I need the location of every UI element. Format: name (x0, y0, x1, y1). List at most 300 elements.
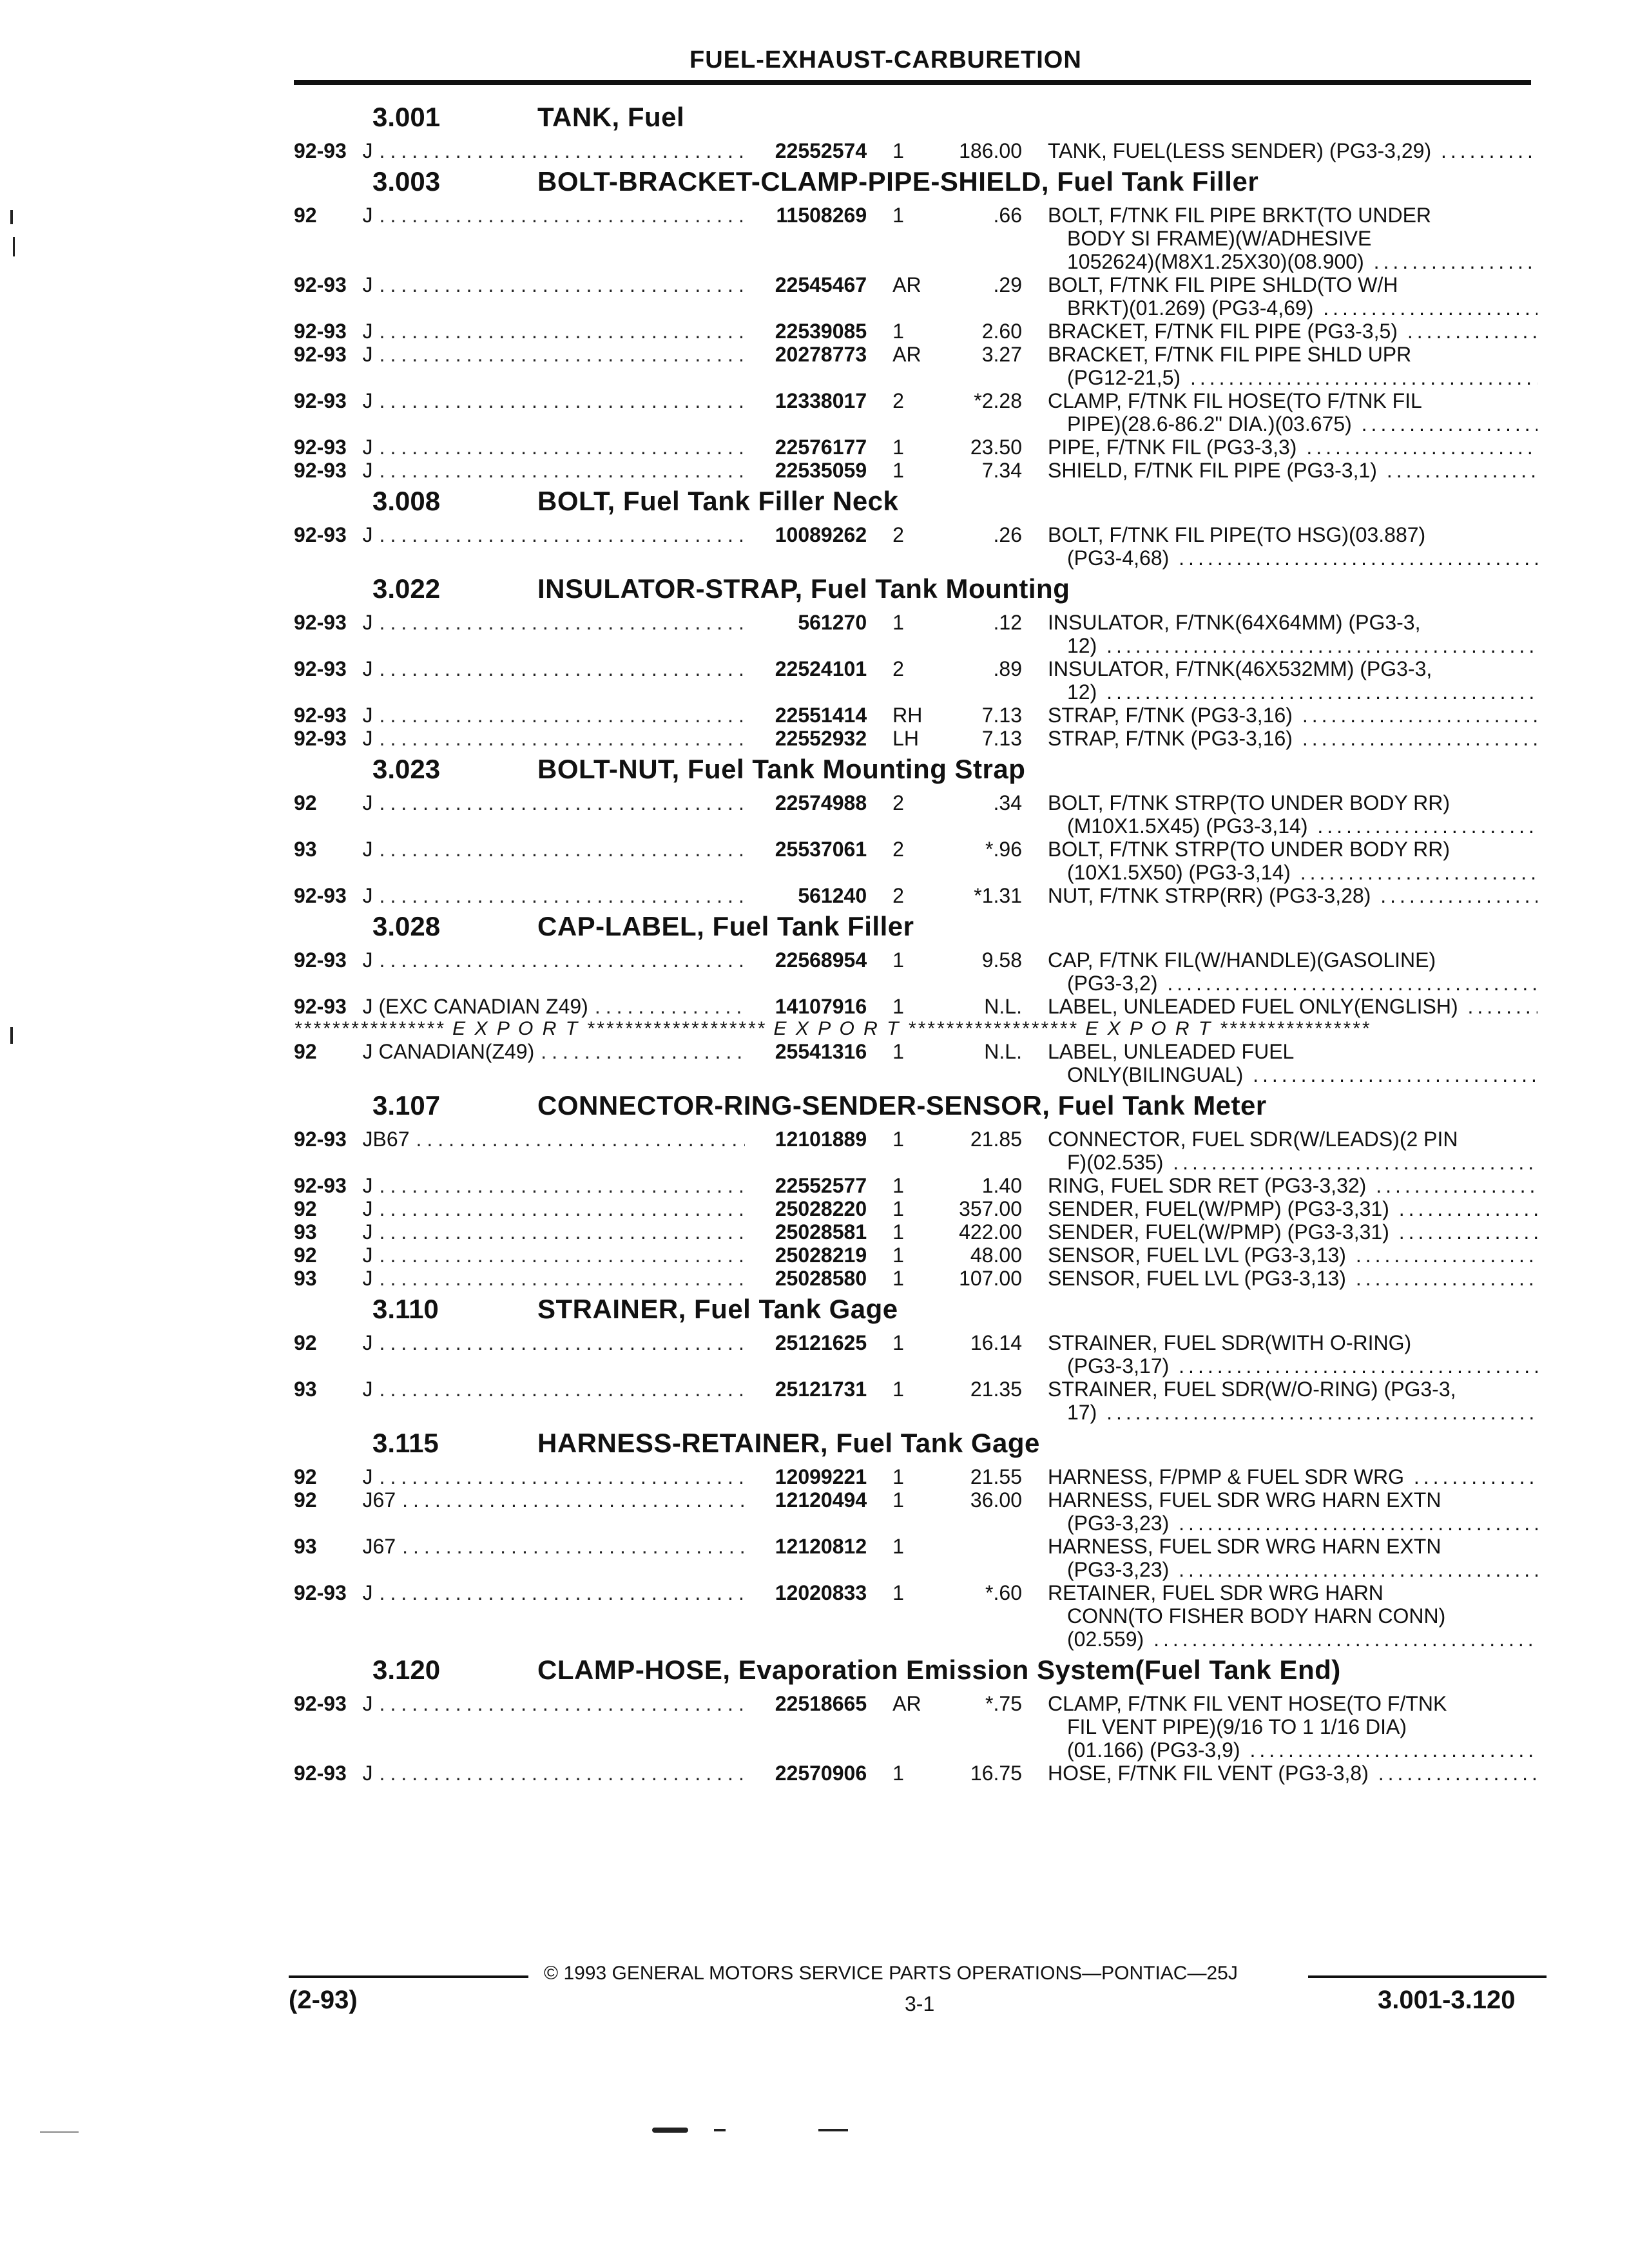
part-row (294, 948, 1537, 995)
quantity: 1 (892, 1128, 904, 1151)
quantity: RH (892, 704, 923, 727)
part-row (294, 1128, 1537, 1174)
model-code: J (362, 1692, 373, 1715)
part-number: 22568954 (775, 948, 867, 972)
price: 357.00 (959, 1197, 1022, 1220)
description (1048, 1331, 1537, 1378)
part-row (294, 1220, 1537, 1244)
model-cell (363, 389, 746, 412)
description-line: BOLT, F/TNK FIL PIPE SHLD(TO W/H (1047, 273, 1398, 296)
section-number: 3.001 (372, 102, 441, 132)
quantity: 1 (892, 1040, 904, 1063)
price: *2.28 (974, 389, 1022, 412)
price: 36.00 (970, 1488, 1022, 1512)
description (1048, 1692, 1537, 1762)
quantity: 1 (892, 204, 904, 227)
description-line: BODY SI FRAME)(W/ADHESIVE (1066, 227, 1372, 250)
model-cell (363, 791, 746, 814)
model-cell (363, 1535, 746, 1558)
page-title: FUEL-EXHAUST-CARBURETION (689, 46, 1082, 73)
description-line: HARNESS, FUEL SDR WRG HARN EXTN (1047, 1488, 1441, 1512)
description-line: STRAP, F/TNK (PG3-3,16) ..... (1048, 704, 1537, 727)
description-line: STRAP, F/TNK (PG3-3,16) ..... (1048, 727, 1537, 750)
part-number: 12020833 (775, 1581, 867, 1604)
dot-leader (380, 657, 746, 680)
description (1048, 1488, 1537, 1535)
model-code: J (362, 884, 373, 907)
part-row (294, 1535, 1537, 1581)
description-line: (M10X1.5X45) (PG3-3,14) ..... (1048, 814, 1537, 838)
description (1048, 139, 1537, 162)
price: 7.34 (981, 459, 1022, 482)
part-number: 12338017 (775, 389, 867, 412)
quantity: 1 (892, 459, 904, 482)
model-year: 92 (294, 1244, 317, 1267)
scan-artifact (818, 2129, 848, 2131)
scan-artifact (10, 210, 13, 224)
model-year: 92-93 (294, 948, 347, 972)
description-line: CAP, F/TNK FIL(W/HANDLE)(GASOLINE) (1047, 948, 1436, 972)
description-line: ONLY(BILINGUAL) ..... (1048, 1063, 1537, 1086)
description-line: BOLT, F/TNK FIL PIPE(TO HSG)(03.887) (1047, 523, 1426, 546)
quantity: 2 (892, 838, 904, 861)
description (1048, 1197, 1537, 1220)
model-code: J (362, 389, 373, 412)
description-line: BOLT, F/TNK STRP(TO UNDER BODY RR) (1047, 838, 1451, 861)
model-code: J67 (362, 1535, 396, 1558)
section-number: 3.008 (372, 486, 441, 516)
part-row (294, 1040, 1537, 1086)
section-heading (294, 1294, 1537, 1331)
model-cell (363, 139, 746, 162)
model-code: J (362, 343, 373, 366)
model-year: 92-93 (294, 320, 347, 343)
price: *1.31 (974, 884, 1022, 907)
description (1048, 611, 1537, 657)
quantity: 1 (892, 436, 904, 459)
description-line: CONN(TO FISHER BODY HARN CONN) (1066, 1604, 1446, 1628)
model-year: 92-93 (294, 1762, 347, 1785)
model-code: J (362, 436, 373, 459)
part-row (294, 657, 1537, 704)
model-cell (363, 204, 746, 227)
part-number: 10089262 (775, 523, 867, 546)
section-title: INSULATOR-STRAP, Fuel Tank Mounting (537, 573, 1070, 604)
quantity: 1 (892, 1378, 904, 1401)
description (1048, 727, 1537, 750)
description (1048, 273, 1537, 320)
quantity: 1 (892, 1535, 904, 1558)
part-number: 25541316 (775, 1040, 867, 1063)
dot-leader (380, 948, 746, 972)
description-line: BOLT, F/TNK STRP(TO UNDER BODY RR) (1047, 791, 1451, 814)
description-line: SENSOR, FUEL LVL (PG3-3,13) ..... (1048, 1267, 1537, 1290)
dot-leader (402, 1535, 745, 1558)
part-row (294, 1692, 1537, 1762)
model-cell (363, 1174, 746, 1197)
price: 2.60 (981, 320, 1022, 343)
dot-leader (541, 1040, 745, 1063)
model-cell (363, 1331, 746, 1354)
description-line: (10X1.5X50) (PG3-3,14) ..... (1048, 861, 1537, 884)
part-row (294, 1331, 1537, 1378)
model-code: J (362, 320, 373, 343)
dot-leader (380, 1267, 746, 1290)
price: .26 (993, 523, 1022, 546)
dot-leader (380, 791, 746, 814)
price: .89 (993, 657, 1022, 680)
section-heading (294, 102, 1537, 139)
price: *.96 (985, 838, 1022, 861)
dot-leader (595, 995, 746, 1018)
model-cell (363, 320, 746, 343)
part-number: 22576177 (775, 436, 867, 459)
model-cell (363, 1220, 746, 1244)
part-row (294, 611, 1537, 657)
dot-leader (380, 1220, 746, 1244)
description-line: PIPE)(28.6-86.2" DIA.)(03.675) ..... (1048, 412, 1537, 436)
description-line: SENSOR, FUEL LVL (PG3-3,13) ..... (1048, 1244, 1537, 1267)
description-line: BRKT)(01.269) (PG3-4,69) ..... (1048, 296, 1537, 320)
description-line: RETAINER, FUEL SDR WRG HARN (1047, 1581, 1383, 1604)
part-row (294, 343, 1537, 389)
model-year: 92 (294, 1488, 317, 1512)
model-cell (363, 995, 746, 1018)
model-cell (363, 1197, 746, 1220)
dot-leader (380, 139, 746, 162)
description (1048, 1128, 1537, 1174)
section-heading (294, 1090, 1537, 1128)
price: 186.00 (959, 139, 1022, 162)
model-code: J (362, 611, 373, 634)
part-number: 12099221 (775, 1465, 867, 1488)
section-heading (294, 166, 1537, 204)
quantity: 1 (892, 1762, 904, 1785)
model-cell (363, 1762, 746, 1785)
section-heading (294, 486, 1537, 523)
dot-leader (416, 1128, 745, 1151)
model-code: J (362, 704, 373, 727)
scan-artifact (10, 1027, 13, 1044)
description-line: STRAINER, FUEL SDR(WITH O-RING) (1047, 1331, 1412, 1354)
description-line: F)(02.535) ..... (1048, 1151, 1537, 1174)
description (1048, 459, 1537, 482)
section-number: 3.120 (372, 1655, 441, 1685)
model-code: J (362, 1174, 373, 1197)
description (1048, 1535, 1537, 1581)
dot-leader (380, 1331, 746, 1354)
model-code: J (362, 948, 373, 972)
part-row (294, 1762, 1537, 1785)
description (1048, 704, 1537, 727)
section-number: 3.023 (372, 754, 441, 784)
part-row (294, 884, 1537, 907)
model-cell (363, 948, 746, 972)
part-row (294, 139, 1537, 162)
part-row (294, 459, 1537, 482)
part-number: 20278773 (775, 343, 867, 366)
price: 9.58 (981, 948, 1022, 972)
export-separator: **************** E X P O R T ******************* E X P O R T ****************** E X P O R T **************** (294, 1018, 1371, 1039)
model-year: 92-93 (294, 611, 347, 634)
footer-rule-left (289, 1975, 528, 1978)
dot-leader (380, 1465, 746, 1488)
description (1048, 1220, 1537, 1244)
section-number: 3.028 (372, 911, 441, 941)
quantity: 1 (892, 611, 904, 634)
description-line: HARNESS, FUEL SDR WRG HARN EXTN (1047, 1535, 1441, 1558)
model-code: J (362, 1244, 373, 1267)
section-number: 3.022 (372, 573, 441, 604)
description-line: INSULATOR, F/TNK(46X532MM) (PG3-3, (1047, 657, 1432, 680)
part-row (294, 791, 1537, 838)
dot-leader (380, 727, 746, 750)
section-heading (294, 911, 1537, 948)
model-year: 92-93 (294, 1581, 347, 1604)
dot-leader (380, 523, 746, 546)
dot-leader (380, 1197, 746, 1220)
description-line: BRACKET, F/TNK FIL PIPE (PG3-3,5) ..... (1048, 320, 1537, 343)
part-row (294, 1197, 1537, 1220)
description-line: 1052624)(M8X1.25X30)(08.900) ..... (1048, 250, 1537, 273)
section-title: TANK, Fuel (537, 102, 685, 132)
price: 21.35 (970, 1378, 1022, 1401)
price: .29 (993, 273, 1022, 296)
description (1048, 1040, 1537, 1086)
model-code: J (362, 1378, 373, 1401)
model-year: 92-93 (294, 459, 347, 482)
part-number: 22535059 (775, 459, 867, 482)
quantity: 1 (892, 1465, 904, 1488)
description-line: SENDER, FUEL(W/PMP) (PG3-3,31) ..... (1048, 1220, 1537, 1244)
dot-leader (380, 389, 746, 412)
description (1048, 1174, 1537, 1197)
part-row (294, 204, 1537, 273)
part-number: 25028220 (775, 1197, 867, 1220)
price: 7.13 (981, 727, 1022, 750)
description-line: (PG3-3,2) ..... (1048, 972, 1537, 995)
section-heading (294, 754, 1537, 791)
description-line: 12) ..... (1048, 634, 1537, 657)
model-year: 92-93 (294, 436, 347, 459)
section-number: 3.110 (372, 1294, 439, 1324)
description-line: STRAINER, FUEL SDR(W/O-RING) (PG3-3, (1047, 1378, 1456, 1401)
dot-leader (380, 1244, 746, 1267)
model-year: 93 (294, 1220, 317, 1244)
model-code: J67 (362, 1488, 396, 1512)
model-year: 92-93 (294, 704, 347, 727)
part-number: 25028581 (775, 1220, 867, 1244)
description-line: 12) ..... (1048, 680, 1537, 704)
model-year: 92-93 (294, 139, 347, 162)
quantity: 1 (892, 995, 904, 1018)
model-code: J (EXC CANADIAN Z49) (362, 995, 588, 1018)
part-number: 22518665 (775, 1692, 867, 1715)
description-line: INSULATOR, F/TNK(64X64MM) (PG3-3, (1047, 611, 1421, 634)
model-cell (363, 1267, 746, 1290)
description (1048, 204, 1537, 273)
quantity: LH (892, 727, 920, 750)
model-year: 92 (294, 1040, 317, 1063)
footer-copyright: © 1993 GENERAL MOTORS SERVICE PARTS OPERATIONS—PONTIAC—25J (544, 1963, 1238, 1984)
section-number: 3.115 (372, 1428, 439, 1458)
part-row (294, 1378, 1537, 1424)
description-line: PIPE, F/TNK FIL (PG3-3,3) ..... (1048, 436, 1537, 459)
quantity: 1 (892, 1220, 904, 1244)
description-line: (01.166) (PG3-3,9) ..... (1048, 1738, 1537, 1762)
model-cell (363, 343, 746, 366)
part-number: 22551414 (775, 704, 867, 727)
description-line: HOSE, F/TNK FIL VENT (PG3-3,8) ..... (1048, 1762, 1537, 1785)
model-cell (363, 1244, 746, 1267)
description (1048, 1581, 1537, 1651)
part-number: 22552574 (775, 139, 867, 162)
description (1048, 791, 1537, 838)
description (1048, 1465, 1537, 1488)
model-year: 92-93 (294, 1174, 347, 1197)
dot-leader (380, 704, 746, 727)
model-cell (363, 1378, 746, 1401)
part-number: 14107916 (775, 995, 867, 1018)
footer-rule-right (1308, 1975, 1547, 1978)
quantity: 1 (892, 948, 904, 972)
model-cell (363, 1581, 746, 1604)
model-cell (363, 1040, 746, 1063)
part-number: 22539085 (775, 320, 867, 343)
model-year: 92-93 (294, 727, 347, 750)
model-code: J (362, 838, 373, 861)
description-line: BRACKET, F/TNK FIL PIPE SHLD UPR (1047, 343, 1412, 366)
description (1048, 995, 1537, 1018)
part-row (294, 1267, 1537, 1290)
part-number: 25121731 (775, 1378, 867, 1401)
model-cell (363, 523, 746, 546)
section-title: BOLT-NUT, Fuel Tank Mounting Strap (537, 754, 1026, 784)
model-cell (363, 704, 746, 727)
part-number: 25537061 (775, 838, 867, 861)
model-code: J (362, 204, 373, 227)
model-year: 93 (294, 838, 317, 861)
price: N.L. (984, 1040, 1022, 1063)
description-line: CLAMP, F/TNK FIL HOSE(TO F/TNK FIL (1047, 389, 1422, 412)
section-heading (294, 1655, 1537, 1692)
quantity: 1 (892, 1197, 904, 1220)
section-title: CAP-LABEL, Fuel Tank Filler (537, 911, 914, 941)
price: 107.00 (959, 1267, 1022, 1290)
model-cell (363, 727, 746, 750)
dot-leader (380, 436, 746, 459)
description-line: (PG3-4,68) ..... (1048, 546, 1537, 570)
quantity: 2 (892, 884, 904, 907)
description-line: (PG3-3,23) ..... (1048, 1512, 1537, 1535)
model-cell (363, 436, 746, 459)
dot-leader (380, 1174, 746, 1197)
dot-leader (380, 838, 746, 861)
price: .66 (993, 204, 1022, 227)
part-row (294, 1174, 1537, 1197)
part-number: 22552932 (775, 727, 867, 750)
price: 3.27 (981, 343, 1022, 366)
parts-list (294, 98, 1537, 1785)
quantity: 1 (892, 139, 904, 162)
description-line: TANK, FUEL(LESS SENDER) (PG3-3,29) ..... (1048, 139, 1537, 162)
description (1048, 838, 1537, 884)
section-heading (294, 1428, 1537, 1465)
description-line: (02.559) ..... (1048, 1628, 1537, 1651)
header-rule (294, 80, 1531, 85)
price: *.60 (985, 1581, 1022, 1604)
quantity: 2 (892, 657, 904, 680)
part-row (294, 273, 1537, 320)
price: 16.14 (970, 1331, 1022, 1354)
quantity: 1 (892, 1244, 904, 1267)
description-line: CONNECTOR, FUEL SDR(W/LEADS)(2 PIN (1047, 1128, 1458, 1151)
model-year: 92 (294, 204, 317, 227)
part-number: 22524101 (775, 657, 867, 680)
model-year: 93 (294, 1267, 317, 1290)
model-cell (363, 1465, 746, 1488)
model-code: JB67 (362, 1128, 410, 1151)
description-line: (PG12-21,5) ..... (1048, 366, 1537, 389)
part-number: 25121625 (775, 1331, 867, 1354)
model-year: 92 (294, 1331, 317, 1354)
model-code: J (362, 1465, 373, 1488)
quantity: 1 (892, 1488, 904, 1512)
model-code: J (362, 657, 373, 680)
part-number: 25028580 (775, 1267, 867, 1290)
price: 21.55 (970, 1465, 1022, 1488)
description-line: (PG3-3,17) ..... (1048, 1354, 1537, 1378)
model-code: J (362, 1581, 373, 1604)
description-line: (PG3-3,23) ..... (1048, 1558, 1537, 1581)
description (1048, 436, 1537, 459)
quantity: AR (892, 343, 921, 366)
part-number: 12101889 (775, 1128, 867, 1151)
part-number: 22574988 (775, 791, 867, 814)
section-title: BOLT, Fuel Tank Filler Neck (537, 486, 899, 516)
quantity: AR (892, 273, 921, 296)
part-row (294, 838, 1537, 884)
model-code: J (362, 523, 373, 546)
model-cell (363, 611, 746, 634)
price: 16.75 (970, 1762, 1022, 1785)
description-line: LABEL, UNLEADED FUEL (1047, 1040, 1295, 1063)
model-year: 93 (294, 1378, 317, 1401)
quantity: 1 (892, 1331, 904, 1354)
part-number: 22545467 (775, 273, 867, 296)
quantity: 1 (892, 1174, 904, 1197)
description (1048, 1244, 1537, 1267)
part-row (294, 1244, 1537, 1267)
model-year: 92 (294, 791, 317, 814)
part-row (294, 389, 1537, 436)
dot-leader (380, 320, 746, 343)
price: 48.00 (970, 1244, 1022, 1267)
price: 422.00 (959, 1220, 1022, 1244)
part-number: 22552577 (775, 1174, 867, 1197)
footer-date: (2-93) (289, 1986, 358, 2014)
model-year: 92-93 (294, 389, 347, 412)
scan-artifact (40, 2131, 79, 2133)
quantity: AR (892, 1692, 921, 1715)
model-year: 92-93 (294, 343, 347, 366)
model-cell (363, 838, 746, 861)
scan-artifact (652, 2128, 688, 2133)
section-title: STRAINER, Fuel Tank Gage (537, 1294, 898, 1324)
description (1048, 657, 1537, 704)
dot-leader (380, 1378, 746, 1401)
part-number: 561270 (798, 611, 867, 634)
